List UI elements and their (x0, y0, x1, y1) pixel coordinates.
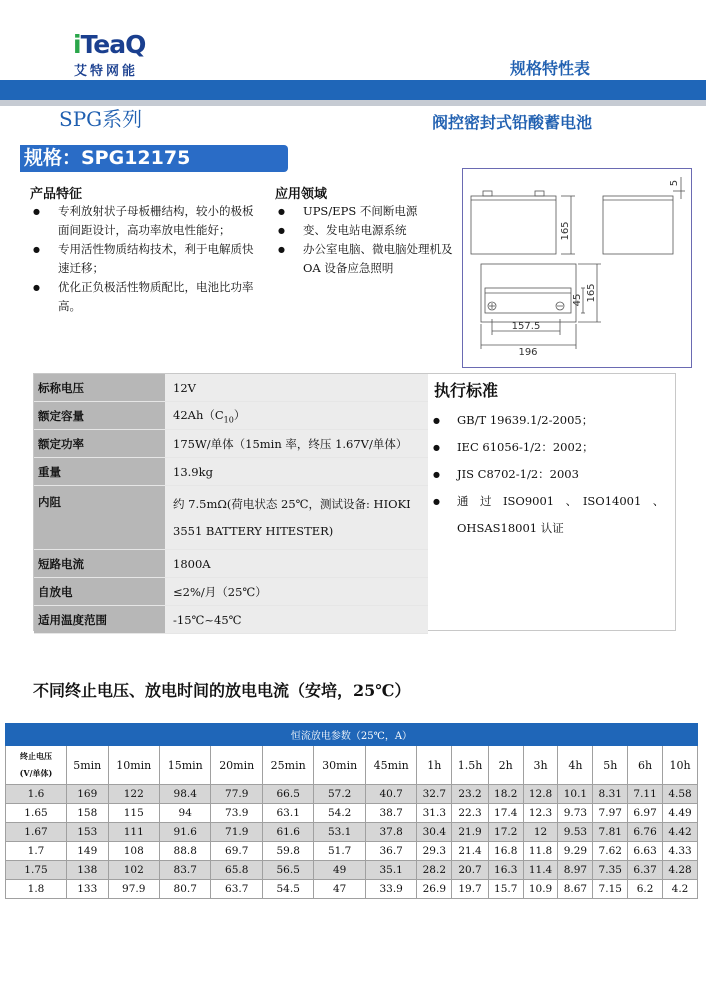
dim-side-height-label: 165 (586, 283, 597, 303)
standard-item: ● GB/T 19639.1/2-2005； (431, 407, 671, 434)
current-cell: 71.9 (211, 823, 262, 842)
current-cell: 169 (67, 785, 109, 804)
time-column-header: 20min (211, 746, 262, 785)
current-cell: 15.7 (488, 880, 523, 899)
spec-row (34, 374, 428, 402)
spec-row (34, 430, 428, 458)
current-cell: 138 (67, 861, 109, 880)
current-cell: 7.97 (593, 804, 628, 823)
time-column-header: 25min (262, 746, 313, 785)
dim-45-label: 45 (572, 293, 583, 307)
spec-value-subscript: 10 (223, 415, 234, 425)
voltage-cell: 1.6 (6, 785, 67, 804)
spec-row (34, 550, 428, 578)
current-cell: 77.9 (211, 785, 262, 804)
current-cell: 8.67 (558, 880, 593, 899)
current-cell: 40.7 (365, 785, 416, 804)
time-column-header: 1.5h (452, 746, 489, 785)
current-cell: 12 (523, 823, 558, 842)
spec-row (34, 606, 428, 634)
dim-157-label: 157.5 (511, 321, 541, 332)
discharge-section-title: 不同终止电压、放电时间的放电电流（安培，25℃） (33, 681, 411, 700)
time-column-header: 15min (159, 746, 210, 785)
current-cell: 8.97 (558, 861, 593, 880)
spec-label: 标称电压 (34, 374, 165, 402)
current-cell: 20.7 (452, 861, 489, 880)
current-cell: 65.8 (211, 861, 262, 880)
current-cell: 19.7 (452, 880, 489, 899)
voltage-cell: 1.7 (6, 842, 67, 861)
table-row (6, 785, 698, 804)
spec-value-end: ） (233, 407, 246, 422)
dim-196-label: 196 (518, 347, 538, 358)
table-header-row (6, 746, 698, 785)
current-cell: 7.15 (593, 880, 628, 899)
table-caption: 恒流放电参数（25℃，A） (6, 724, 698, 746)
series-title: SPG系列 (59, 107, 143, 131)
current-cell: 66.5 (262, 785, 313, 804)
time-column-header: 5h (593, 746, 628, 785)
current-cell: 98.4 (159, 785, 210, 804)
spec-value (165, 402, 428, 430)
sheet-title: 规格特性表 (510, 59, 591, 78)
current-cell: 30.4 (417, 823, 452, 842)
battery-type: 阀控密封式铅酸蓄电池 (432, 113, 593, 132)
current-cell: 32.7 (417, 785, 452, 804)
current-cell: 111 (108, 823, 159, 842)
current-cell: 4.28 (663, 861, 698, 880)
applications-title: 应用领域 (275, 187, 328, 202)
current-cell: 6.76 (628, 823, 663, 842)
current-cell: 56.5 (262, 861, 313, 880)
standards-section (431, 378, 671, 542)
current-cell: 9.73 (558, 804, 593, 823)
time-column-header: 3h (523, 746, 558, 785)
spec-value: 175W/单体（15min 率，终压 1.67V/单体） (165, 430, 428, 458)
table-row (6, 861, 698, 880)
current-cell: 9.53 (558, 823, 593, 842)
spec-row (34, 402, 428, 430)
spec-table (34, 374, 428, 634)
current-cell: 51.7 (314, 842, 365, 861)
spec-value-main: 42Ah（C (173, 407, 224, 422)
spec-value: -15℃~45℃ (165, 606, 428, 634)
current-cell: 54.5 (262, 880, 313, 899)
features-list (30, 202, 258, 316)
current-cell: 149 (67, 842, 109, 861)
applications-section (275, 183, 460, 278)
current-cell: 83.7 (159, 861, 210, 880)
current-cell: 4.49 (663, 804, 698, 823)
spec-label: 额定容量 (34, 402, 165, 430)
current-cell: 28.2 (417, 861, 452, 880)
spec-value: 12V (165, 374, 428, 402)
current-cell: 4.33 (663, 842, 698, 861)
dimension-drawing (462, 168, 692, 368)
application-item: ● 变、发电站电源系统 (275, 221, 460, 240)
spec-value: 约 7.5mΩ(荷电状态 25℃，测试设备: HIOKI 3551 BATTERY HITESTER) (165, 486, 428, 550)
spec-label: 短路电流 (34, 550, 165, 578)
time-column-header: 10min (108, 746, 159, 785)
application-item: ● 办公室电脑、微电脑处理机及 OA 设备应急照明 (275, 240, 460, 278)
dim-height-label: 165 (560, 221, 571, 241)
current-cell: 97.9 (108, 880, 159, 899)
logo-chinese-name: 艾特网能 (74, 64, 139, 79)
features-section (30, 183, 258, 316)
current-cell: 88.8 (159, 842, 210, 861)
current-cell: 7.35 (593, 861, 628, 880)
current-cell: 12.3 (523, 804, 558, 823)
header-blue-bar (0, 80, 706, 100)
current-cell: 21.9 (452, 823, 489, 842)
current-cell: 10.9 (523, 880, 558, 899)
current-cell: 102 (108, 861, 159, 880)
feature-item: ● 专利放射状子母板栅结构，较小的极板面间距设计，高功率放电性能好； (30, 202, 258, 240)
logo-text: TeaQ (80, 30, 146, 59)
spec-row (34, 578, 428, 606)
spec-panel (33, 373, 676, 631)
current-cell: 54.2 (314, 804, 365, 823)
company-logo (73, 30, 145, 59)
current-cell: 29.3 (417, 842, 452, 861)
standards-list (431, 407, 671, 542)
current-cell: 21.4 (452, 842, 489, 861)
current-cell: 11.8 (523, 842, 558, 861)
spec-label: 内阻 (34, 486, 165, 550)
current-cell: 57.2 (314, 785, 365, 804)
current-cell: 7.62 (593, 842, 628, 861)
time-column-header: 45min (365, 746, 416, 785)
current-cell: 4.58 (663, 785, 698, 804)
current-cell: 63.7 (211, 880, 262, 899)
current-cell: 7.81 (593, 823, 628, 842)
spec-row (34, 458, 428, 486)
current-cell: 69.7 (211, 842, 262, 861)
current-cell: 63.1 (262, 804, 313, 823)
current-cell: 22.3 (452, 804, 489, 823)
current-cell: 31.3 (417, 804, 452, 823)
standard-item: ● 通 过 ISO9001 、 ISO14001 、 OHSAS18001 认证 (431, 488, 671, 542)
current-cell: 17.4 (488, 804, 523, 823)
current-cell: 94 (159, 804, 210, 823)
current-cell: 23.2 (452, 785, 489, 804)
current-cell: 7.11 (628, 785, 663, 804)
current-cell: 47 (314, 880, 365, 899)
current-cell: 26.9 (417, 880, 452, 899)
time-column-header: 10h (663, 746, 698, 785)
features-title: 产品特征 (30, 187, 83, 202)
spec-label: 额定功率 (34, 430, 165, 458)
current-cell: 158 (67, 804, 109, 823)
spec-value: ≤2%/月（25℃） (165, 578, 428, 606)
current-cell: 153 (67, 823, 109, 842)
standards-title: 执行标准 (434, 381, 499, 400)
current-cell: 35.1 (365, 861, 416, 880)
spec-value: 13.9kg (165, 458, 428, 486)
time-column-header: 6h (628, 746, 663, 785)
table-caption-row (6, 724, 698, 746)
table-row (6, 880, 698, 899)
standard-item: ● IEC 61056-1/2：2002； (431, 434, 671, 461)
table-row (6, 804, 698, 823)
voltage-column-header (6, 746, 67, 785)
time-column-header: 2h (488, 746, 523, 785)
current-cell: 12.8 (523, 785, 558, 804)
current-cell: 133 (67, 880, 109, 899)
table-row (6, 823, 698, 842)
current-cell: 6.2 (628, 880, 663, 899)
current-cell: 59.8 (262, 842, 313, 861)
time-column-header: 5min (67, 746, 109, 785)
current-cell: 4.42 (663, 823, 698, 842)
voltage-cell: 1.67 (6, 823, 67, 842)
model-banner: 规格：SPG12175 (20, 145, 288, 172)
time-column-header: 1h (417, 746, 452, 785)
current-cell: 80.7 (159, 880, 210, 899)
current-cell: 33.9 (365, 880, 416, 899)
current-cell: 115 (108, 804, 159, 823)
discharge-table (5, 723, 698, 899)
current-cell: 36.7 (365, 842, 416, 861)
dim-terminal-label: 5 (669, 179, 680, 187)
current-cell: 49 (314, 861, 365, 880)
voltage-header-line1: 终止电压 (20, 751, 52, 761)
current-cell: 108 (108, 842, 159, 861)
logo-letter-i: i (73, 30, 81, 59)
time-column-header: 30min (314, 746, 365, 785)
battery-outline-drawing (463, 169, 691, 367)
current-cell: 38.7 (365, 804, 416, 823)
voltage-cell: 1.8 (6, 880, 67, 899)
spec-row (34, 486, 428, 550)
voltage-header-line2: (V/单体) (19, 768, 53, 778)
voltage-cell: 1.65 (6, 804, 67, 823)
current-cell: 11.4 (523, 861, 558, 880)
current-cell: 17.2 (488, 823, 523, 842)
current-cell: 6.97 (628, 804, 663, 823)
current-cell: 16.8 (488, 842, 523, 861)
time-column-header: 4h (558, 746, 593, 785)
current-cell: 6.63 (628, 842, 663, 861)
spec-label: 适用温度范围 (34, 606, 165, 634)
spec-label: 自放电 (34, 578, 165, 606)
current-cell: 61.6 (262, 823, 313, 842)
current-cell: 6.37 (628, 861, 663, 880)
current-cell: 9.29 (558, 842, 593, 861)
voltage-cell: 1.75 (6, 861, 67, 880)
current-cell: 73.9 (211, 804, 262, 823)
current-cell: 10.1 (558, 785, 593, 804)
table-row (6, 842, 698, 861)
spec-value: 1800A (165, 550, 428, 578)
applications-list (275, 202, 460, 278)
standard-item: ● JIS C8702-1/2：2003 (431, 461, 671, 488)
current-cell: 16.3 (488, 861, 523, 880)
spec-label: 重量 (34, 458, 165, 486)
feature-item: ● 优化正负极活性物质配比，电池比功率高。 (30, 278, 258, 316)
feature-item: ● 专用活性物质结构技术，利于电解质快速迁移； (30, 240, 258, 278)
current-cell: 4.2 (663, 880, 698, 899)
current-cell: 122 (108, 785, 159, 804)
current-cell: 91.6 (159, 823, 210, 842)
current-cell: 18.2 (488, 785, 523, 804)
current-cell: 53.1 (314, 823, 365, 842)
application-item: ● UPS/EPS 不间断电源 (275, 202, 460, 221)
current-cell: 8.31 (593, 785, 628, 804)
current-cell: 37.8 (365, 823, 416, 842)
